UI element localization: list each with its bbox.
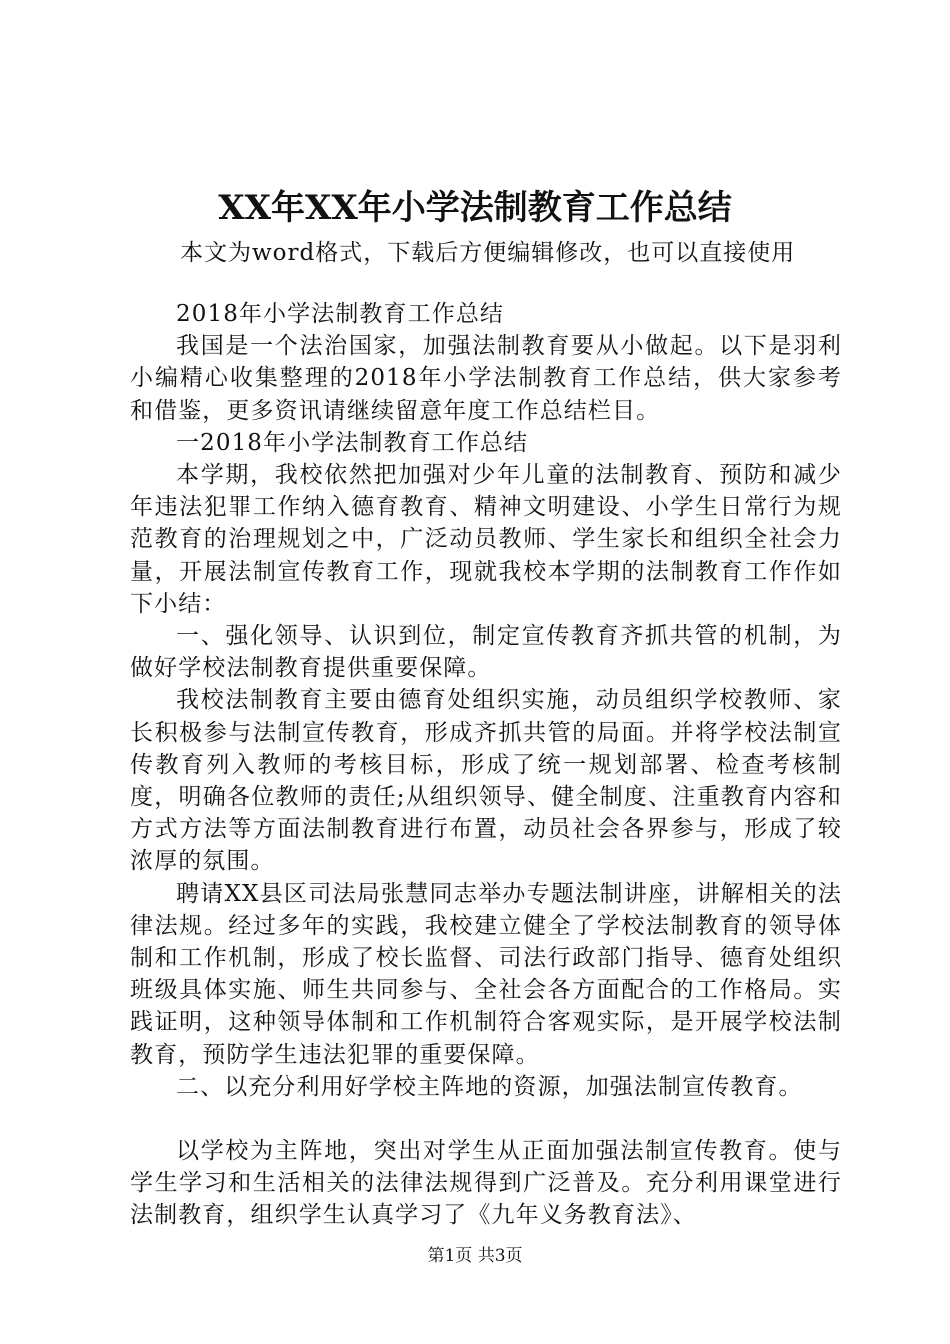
format-notice: 本文为word格式，下载后方便编辑修改，也可以直接使用	[180, 240, 796, 266]
paragraph: 一2018年小学法制教育工作总结	[176, 429, 529, 456]
paragraph: 二、以充分利用好学校主阵地的资源，加强法制宣传教育。	[176, 1073, 803, 1100]
paragraph: 一、强化领导、认识到位，制定宣传教育齐抓共管的机制，为做好学校法制教育提供重要保障。	[130, 623, 842, 682]
document-title: XX年XX年小学法制教育工作总结	[218, 188, 732, 228]
paragraph: 2018年小学法制教育工作总结	[176, 301, 505, 327]
page-footer: 第1页 共3页	[427, 1246, 523, 1266]
paragraph: 我校法制教育主要由德育处组织实施，动员组织学校教师、家长积极参与法制宣传教育，形成齐抓共管的局面。并将学校法制宣传教育列入教师的考核目标，形成了统一规划部署、检查考核制度，明确各位教师的责任;从组织领导、健全制度、注重教育内容和方式方法等方面法制教育进行布置，动员社会各界参与，形成了较浓厚的氛围。	[130, 687, 842, 875]
document-body	[130, 298, 842, 1232]
paragraph: 本学期，我校依然把加强对少年儿童的法制教育、预防和减少年违法犯罪工作纳入德育教育、精神文明建设、小学生日常行为规范教育的治理规划之中，广泛动员教师、学生家长和组织全社会力量，开展法制宣传教育工作，现就我校本学期的法制教育工作作如下小结：	[130, 462, 842, 617]
paragraph: 我国是一个法治国家，加强法制教育要从小做起。以下是羽利小编精心收集整理的2018年小学法制教育工作总结，供大家参考和借鉴，更多资讯请继续留意年度工作总结栏目。	[130, 333, 842, 424]
paragraph: 聘请XX县区司法局张慧同志举办专题法制讲座，讲解相关的法律法规。经过多年的实践，我校建立健全了学校法制教育的领导体制和工作机制，形成了校长监督、司法行政部门指导、德育处组织班级具体实施、师生共同参与、全社会各方面配合的工作格局。实践证明，这种领导体制和工作机制符合客观实际，是开展学校法制教育，预防学生违法犯罪的重要保障。	[130, 880, 842, 1068]
paragraph: 以学校为主阵地，突出对学生从正面加强法制宣传教育。使与学生学习和生活相关的法律法规得到广泛普及。充分利用课堂进行法制教育，组织学生认真学习了《九年义务教育法》、	[130, 1138, 842, 1229]
